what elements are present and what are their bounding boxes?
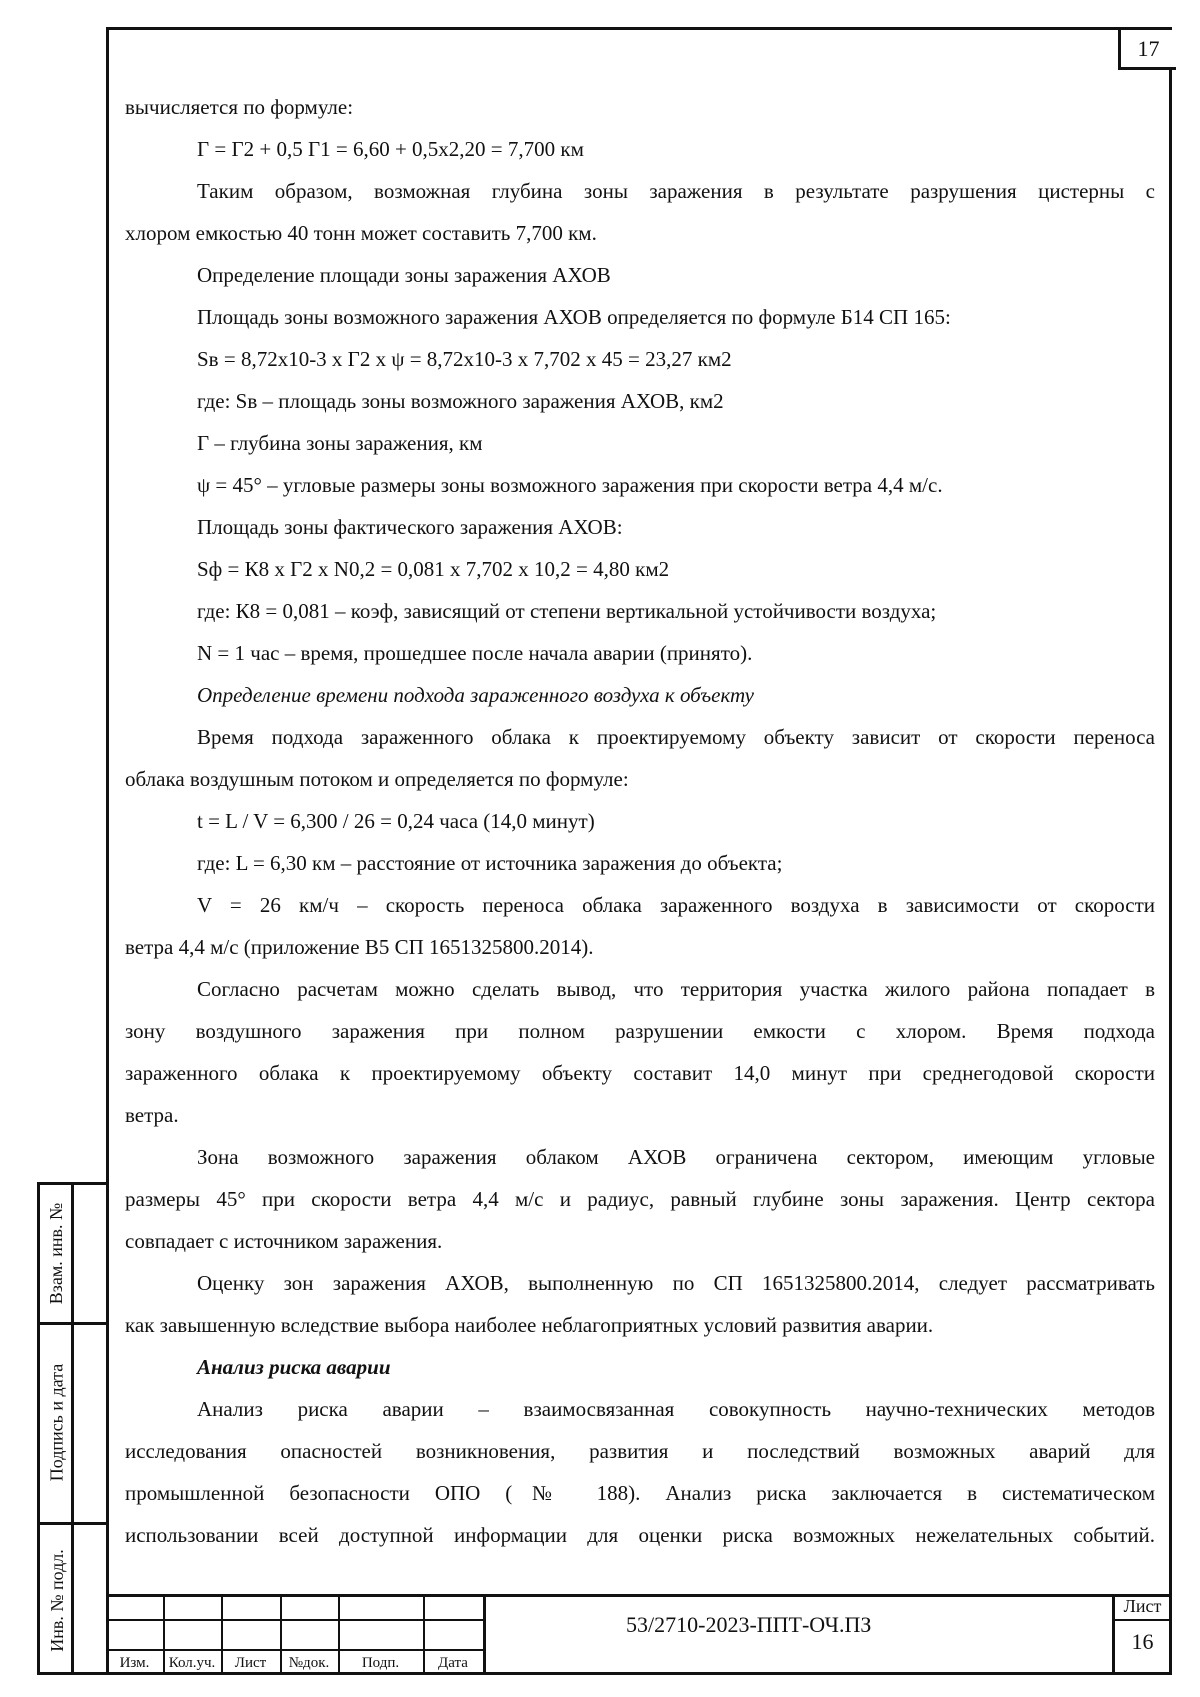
text-line: ветра 4,4 м/с (приложение В5 СП 1651325800.2014). (125, 935, 594, 959)
text-line: использовании всей доступной информации для оценки риска возможных нежелательных событий. (125, 1523, 1155, 1547)
document-code: 53/2710-2023-ППТ-ОЧ.ПЗ (626, 1612, 872, 1637)
text-line: N = 1 час – время, прошедшее после начала аварии (принято). (197, 641, 753, 665)
text-line: Площадь зоны фактического заражения АХОВ: (197, 515, 623, 539)
section-subheading: Определение времени подхода зараженного воздуха к объекту (197, 683, 754, 707)
text-line: ψ = 45° – угловые размеры зоны возможного заражения при скорости ветра 4,4 м/с. (197, 473, 943, 497)
text-line: Время подхода зараженного облака к проектируемому объекту зависит от скорости переноса (197, 725, 1155, 749)
text-line: где: L = 6,30 км – расстояние от источника заражения до объекта; (197, 851, 783, 875)
header-kol-uch: Кол.уч. (168, 1655, 216, 1671)
title-block (106, 1594, 1172, 1675)
header-list: Лист (234, 1655, 267, 1671)
header-data: Дата (438, 1655, 468, 1671)
document-body (125, 86, 1155, 1556)
text-line: как завышенную вследствие выбора наиболее неблагоприятных условий развития аварии. (125, 1313, 934, 1337)
sheet-label: Лист (1123, 1596, 1162, 1616)
formula-line: Sв = 8,72х10-3 х Г2 х ψ = 8,72х10-3 х 7,702 х 45 = 23,27 км2 (197, 347, 732, 371)
side-label-inv: Инв. № подл. (46, 1548, 67, 1652)
page-number-box: 17 (1118, 30, 1176, 70)
text-line: где: Sв – площадь зоны возможного заражения АХОВ, км2 (197, 389, 724, 413)
text-line: Площадь зоны возможного заражения АХОВ определяется по формуле Б14 СП 165: (197, 305, 951, 329)
text-line: промышленной безопасности ОПО (№ 188). Анализ риска заключается в систематическом (125, 1481, 1155, 1505)
text-line: хлором емкостью 40 тонн может составить 7,700 км. (125, 221, 597, 245)
text-line: Анализ риска аварии – взаимосвязанная совокупность научно-технических методов (197, 1397, 1155, 1421)
side-label-vzam: Взам. инв. № (46, 1202, 67, 1305)
side-stamp (37, 1182, 106, 1675)
formula-line: Sф = К8 х Г2 х N0,2 = 0,081 х 7,702 х 10,2 = 4,80 км2 (197, 557, 670, 581)
section-heading: Анализ риска аварии (197, 1355, 391, 1379)
text-line: ветра. (125, 1103, 179, 1127)
header-no-dok: №док. (288, 1655, 330, 1671)
text-line: Согласно расчетам можно сделать вывод, что территория участка жилого района попадает в (197, 977, 1155, 1001)
text-line: Оценку зон заражения АХОВ, выполненную по СП 1651325800.2014, следует рассматривать (197, 1271, 1155, 1295)
header-podp: Подп. (361, 1655, 400, 1671)
text-line: вычисляется по формуле: (125, 95, 354, 119)
text-line: зону воздушного заражения при полном разрушении емкости с хлором. Время подхода (125, 1019, 1155, 1043)
sheet-number: 16 (1131, 1629, 1154, 1654)
text-line: облака воздушным потоком и определяется по формуле: (125, 767, 629, 791)
text-line: V = 26 км/ч – скорость переноса облака зараженного воздуха в зависимости от скорости (197, 893, 1155, 917)
side-label-podpis: Подпись и дата (46, 1363, 67, 1481)
text-line: Зона возможного заражения облаком АХОВ ограничена сектором, имеющим угловые (197, 1145, 1155, 1169)
text-line: зараженного облака к проектируемому объекту составит 14,0 минут при среднегодовой скорости (125, 1061, 1155, 1085)
title-block-top-border (106, 1594, 1172, 1597)
header-izm: Изм. (119, 1655, 150, 1671)
text-line: Таким образом, возможная глубина зоны заражения в результате разрушения цистерны с (197, 179, 1155, 203)
formula-line: t = L / V = 6,300 / 26 = 0,24 часа (14,0 минут) (197, 809, 595, 833)
text-line: размеры 45° при скорости ветра 4,4 м/с и радиус, равный глубине зоны заражения. Центр сектора (125, 1187, 1155, 1211)
formula-line: Г = Г2 + 0,5 Г1 = 6,60 + 0,5х2,20 = 7,700 км (197, 137, 584, 161)
text-line: Г – глубина зоны заражения, км (197, 431, 483, 455)
text-line: совпадает с источником заражения. (125, 1229, 443, 1253)
title-block-col-line (483, 1594, 486, 1675)
text-line: исследования опасностей возникновения, развития и последствий возможных аварий для (125, 1439, 1155, 1463)
text-line: где: К8 = 0,081 – коэф, зависящий от степени вертикальной устойчивости воздуха; (197, 599, 937, 623)
text-line: Определение площади зоны заражения АХОВ (197, 263, 611, 287)
